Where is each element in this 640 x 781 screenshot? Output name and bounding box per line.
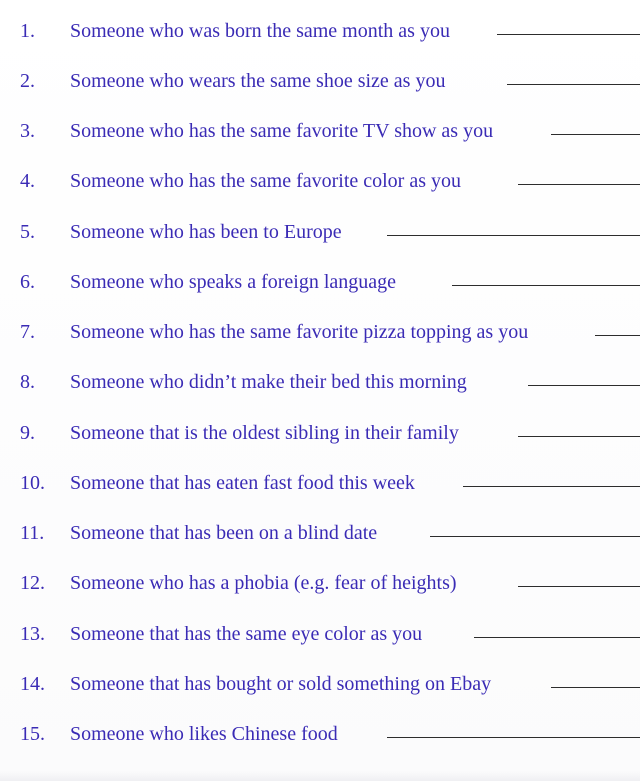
item-text: Someone who didn’t make their bed this morning — [70, 371, 467, 393]
item-number: 4. — [20, 170, 35, 192]
item-text: Someone who has the same favorite pizza topping as you — [70, 321, 529, 343]
item-number: 6. — [20, 271, 35, 293]
item-text: Someone who was born the same month as you — [70, 20, 450, 42]
item-text: Someone who has the same favorite TV show as you — [70, 120, 494, 142]
item-number: 2. — [20, 70, 35, 92]
item-number: 12. — [20, 572, 45, 594]
item-text: Someone who speaks a foreign language — [70, 271, 397, 293]
answer-blank[interactable] — [551, 116, 640, 135]
list-item — [0, 217, 640, 247]
list-item — [0, 16, 640, 46]
item-number: 15. — [20, 723, 45, 745]
answer-blank[interactable] — [387, 217, 640, 236]
item-number: 5. — [20, 221, 35, 243]
answer-blank[interactable] — [497, 16, 640, 35]
answer-blank[interactable] — [430, 518, 640, 537]
item-text: Someone that has the same eye color as you — [70, 623, 423, 645]
item-number: 10. — [20, 472, 45, 494]
list-item — [0, 719, 640, 749]
list-item — [0, 267, 640, 297]
list-item — [0, 518, 640, 548]
list-item — [0, 317, 640, 347]
answer-blank[interactable] — [387, 719, 640, 738]
list-item — [0, 468, 640, 498]
answer-blank[interactable] — [518, 418, 640, 437]
list-item — [0, 669, 640, 699]
answer-blank[interactable] — [518, 568, 640, 587]
answer-blank[interactable] — [595, 317, 640, 336]
list-item — [0, 619, 640, 649]
list-item — [0, 116, 640, 146]
item-text: Someone that has bought or sold something on Ebay — [70, 673, 492, 695]
item-text: Someone that is the oldest sibling in their family — [70, 422, 459, 444]
list-item — [0, 418, 640, 448]
list-item — [0, 66, 640, 96]
item-number: 3. — [20, 120, 35, 142]
answer-blank[interactable] — [452, 267, 640, 286]
answer-blank[interactable] — [518, 166, 640, 185]
item-text: Someone that has eaten fast food this week — [70, 472, 415, 494]
item-text: Someone who has a phobia (e.g. fear of heights) — [70, 572, 457, 594]
item-number: 7. — [20, 321, 35, 343]
list-item — [0, 367, 640, 397]
answer-blank[interactable] — [463, 468, 640, 487]
answer-blank[interactable] — [507, 66, 640, 85]
item-number: 1. — [20, 20, 35, 42]
answer-blank[interactable] — [528, 367, 640, 386]
item-text: Someone who has been to Europe — [70, 221, 342, 243]
item-text: Someone who has the same favorite color as you — [70, 170, 462, 192]
list-item — [0, 568, 640, 598]
item-number: 11. — [20, 522, 45, 544]
list-item — [0, 166, 640, 196]
item-number: 14. — [20, 673, 45, 695]
item-number: 9. — [20, 422, 35, 444]
item-number: 13. — [20, 623, 45, 645]
answer-blank[interactable] — [551, 669, 640, 688]
item-text: Someone who wears the same shoe size as you — [70, 70, 446, 92]
item-number: 8. — [20, 371, 35, 393]
answer-blank[interactable] — [474, 619, 640, 638]
item-text: Someone who likes Chinese food — [70, 723, 338, 745]
item-text: Someone that has been on a blind date — [70, 522, 378, 544]
page-bottom-shade — [0, 771, 640, 781]
